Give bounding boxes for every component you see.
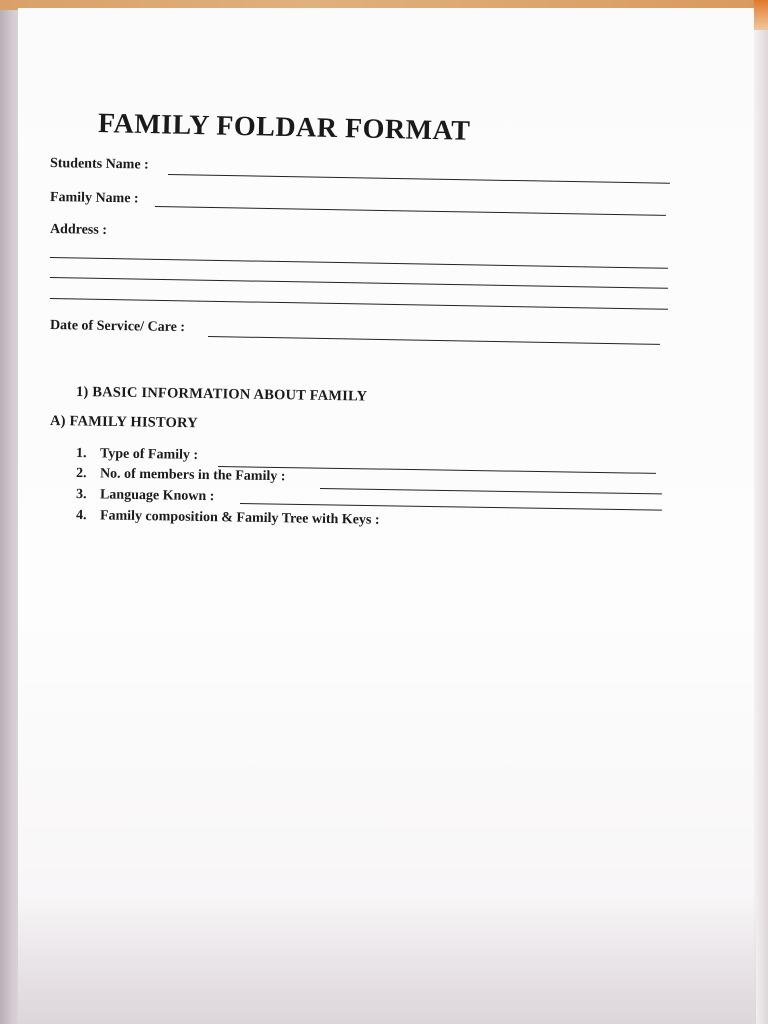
item-no-of-members	[76, 466, 286, 485]
item-language-known	[76, 487, 215, 505]
address-label: Address :	[49, 222, 108, 238]
page-right-edge	[754, 0, 768, 1024]
section-family-history: A) FAMILY HISTORY	[49, 413, 199, 432]
item-label: No. of members in the Family :	[99, 466, 286, 485]
item-type-of-family	[76, 446, 198, 464]
item-number: 4.	[75, 508, 87, 524]
family-name-label: Family Name :	[49, 190, 139, 207]
item-label: Type of Family :	[99, 446, 199, 463]
date-of-service-label: Date of Service/ Care :	[49, 318, 186, 336]
section-basic-information: 1) BASIC INFORMATION ABOUT FAMILY	[75, 384, 368, 405]
item-number: 3.	[75, 487, 87, 503]
item-number: 2.	[75, 466, 87, 482]
item-number: 1.	[75, 446, 87, 462]
document-title: FAMILY FOLDAR FORMAT	[97, 108, 471, 147]
item-label: Family composition & Family Tree with Keys :	[99, 508, 380, 528]
students-name-label: Students Name :	[49, 156, 149, 173]
item-label: Language Known :	[99, 487, 215, 505]
